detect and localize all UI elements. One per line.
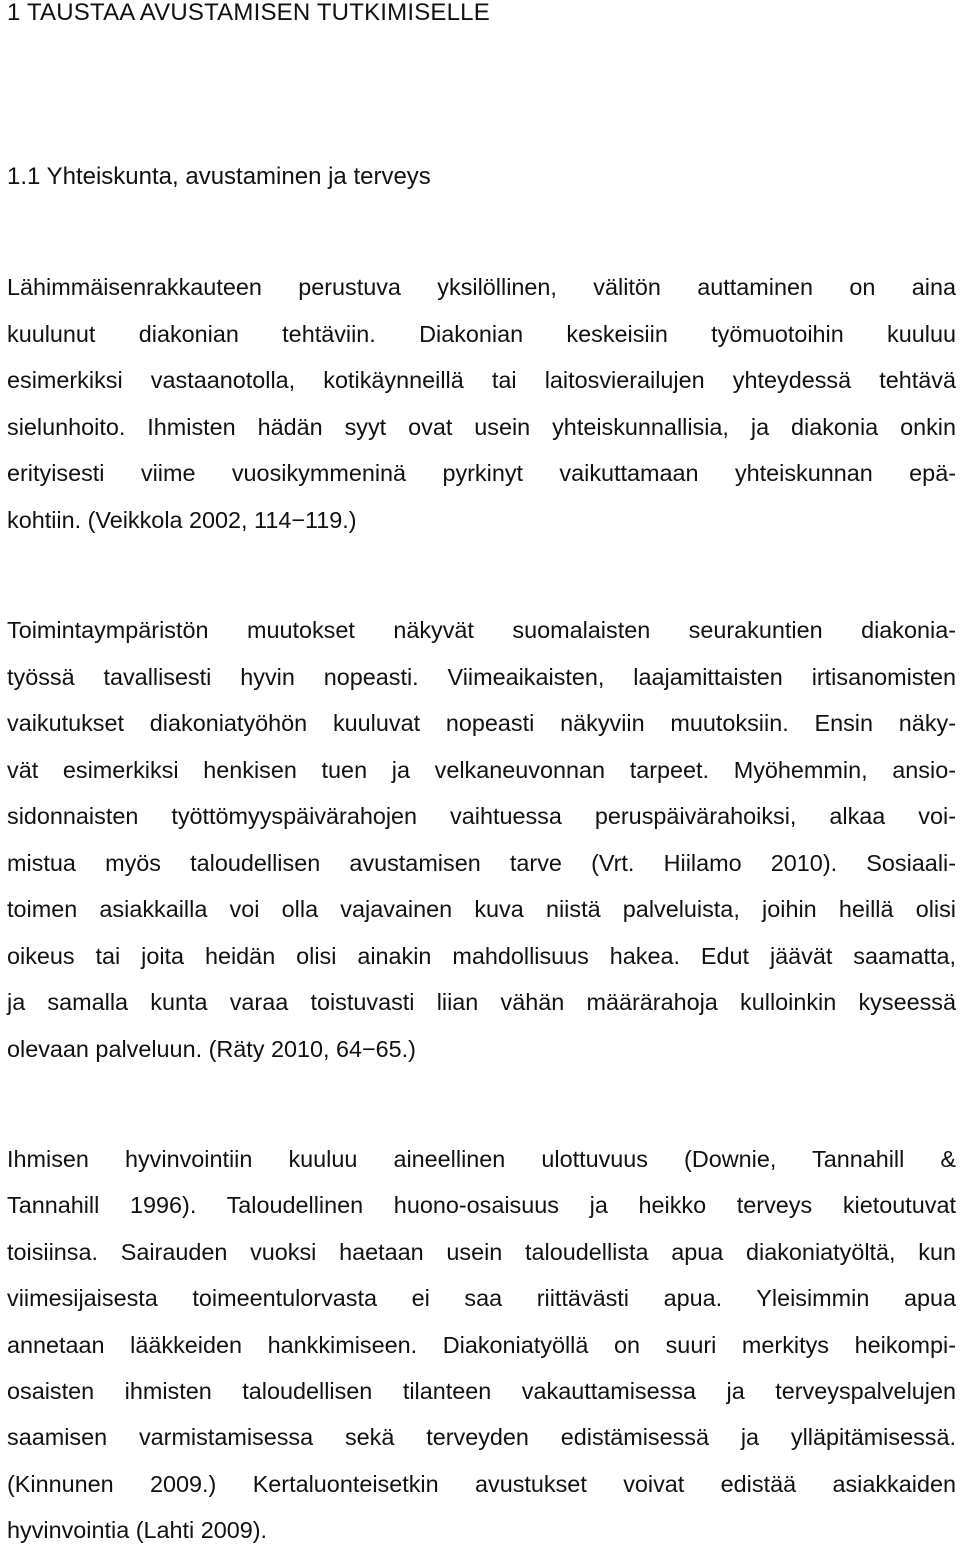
text-line: viimesijaisesta toimeentulorvasta ei saa riittävästi apua. Yleisimmin apua (7, 1285, 956, 1312)
text-line: vät esimerkiksi henkisen tuen ja velkaneuvonnan tarpeet. Myöhemmin, ansio- (7, 756, 956, 783)
text-line: Lähimmäisenrakkauteen perustuva yksilöllinen, välitön auttaminen on aina (7, 274, 956, 300)
paragraph-1 (7, 272, 956, 551)
text-line: saamisen varmistamisessa sekä terveyden edistämisessä ja ylläpitämisessä. (7, 1424, 956, 1451)
text-line: Toimintaympäristön muutokset näkyvät suomalaisten seurakuntien diakonia- (7, 617, 956, 643)
text-line: sielunhoito. Ihmisten hädän syyt ovat usein yhteiskunnallisia, ja diakonia onkin (7, 413, 956, 440)
text-line: vaikutukset diakoniatyöhön kuuluvat nopeasti näkyviin muutoksiin. Ensin näky- (7, 710, 956, 736)
text-line: kohtiin. (Veikkola 2002, 114−119.) (7, 506, 357, 533)
chapter-heading: 1 TAUSTAA AVUSTAMISEN TUTKIMISELLE (7, 0, 490, 26)
text-line: työssä tavallisesti hyvin nopeasti. Viimeaikaisten, laajamittaisten irtisanomisten (7, 663, 956, 690)
text-line: osaisten ihmisten taloudellisen tilanteen vakauttamisessa ja terveyspalvelujen (7, 1377, 956, 1404)
text-line: toisiinsa. Sairauden vuoksi haetaan usein taloudellista apua diakoniatyöltä, kun (7, 1238, 956, 1265)
text-line: erityisesti viime vuosikymmeninä pyrkinyt vaikuttamaan yhteiskunnan epä- (7, 460, 956, 486)
text-line: Tannahill 1996). Taloudellinen huono-osaisuus ja heikko terveys kietoutuvat (7, 1192, 956, 1219)
text-line: olevaan palveluun. (Räty 2010, 64−65.) (7, 1035, 416, 1062)
paragraph-3 (7, 1144, 956, 1562)
text-line: hyvinvointia (Lahti 2009). (7, 1517, 268, 1544)
text-line: kuulunut diakonian tehtäviin. Diakonian keskeisiin työmuotoihin kuuluu (7, 320, 956, 347)
text-line: ja samalla kunta varaa toistuvasti liian vähän määrärahoja kulloinkin kyseessä (7, 989, 956, 1015)
text-line: esimerkiksi vastaanotolla, kotikäynneillä tai laitosvierailujen yhteydessä tehtävä (7, 367, 956, 393)
section-heading: 1.1 Yhteiskunta, avustaminen ja terveys (7, 163, 431, 190)
text-line: annetaan lääkkeiden hankkimiseen. Diakoniatyöllä on suuri merkitys heikompi- (7, 1331, 956, 1358)
text-line: mistua myös taloudellisen avustamisen tarve (Vrt. Hiilamo 2010). Sosiaali- (7, 849, 956, 876)
text-line: sidonnaisten työttömyyspäivärahojen vaihtuessa peruspäivärahoiksi, alkaa voi- (7, 803, 956, 829)
paragraph-2 (7, 615, 956, 1080)
text-line: (Kinnunen 2009.) Kertaluonteisetkin avustukset voivat edistää asiakkaiden (7, 1470, 956, 1497)
text-line: oikeus tai joita heidän olisi ainakin mahdollisuus hakea. Edut jäävät saamatta, (7, 942, 956, 969)
text-line: toimen asiakkailla voi olla vajavainen kuva niistä palveluista, joihin heillä olisi (7, 896, 956, 922)
text-line: Ihmisen hyvinvointiin kuuluu aineellinen ulottuvuus (Downie, Tannahill & (7, 1146, 956, 1172)
